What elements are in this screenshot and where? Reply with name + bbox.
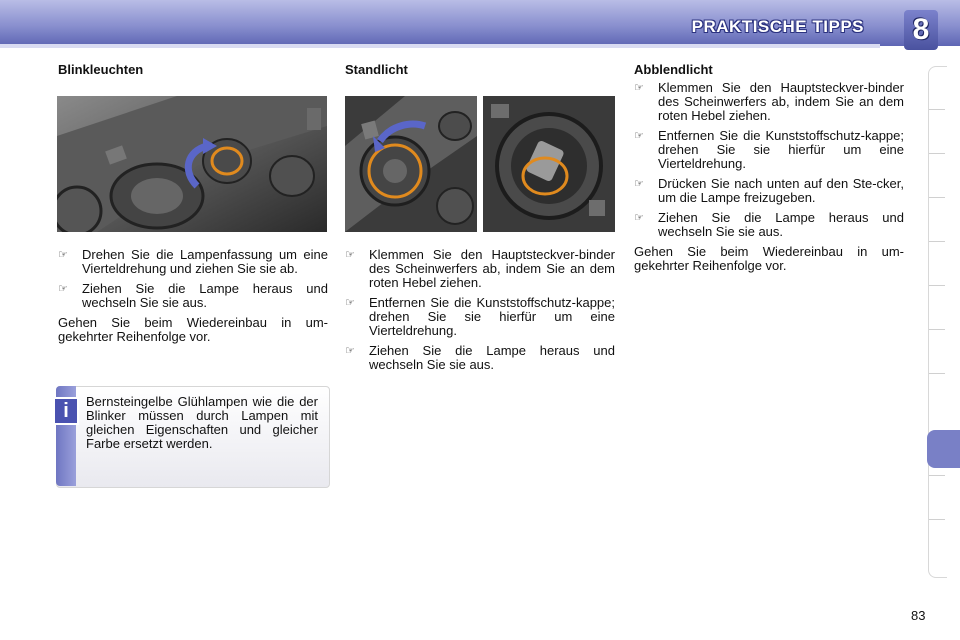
instruction-item [634,177,904,205]
column-abblendlicht [634,63,904,273]
chapter-tab-active [927,430,960,468]
instruction-text: Klemmen Sie den Hauptsteckver-binder des Scheinwerfers ab, indem Sie an dem roten Hebel ziehen. [658,80,904,123]
chapter-number-badge: 8 [904,10,938,50]
tab-divider [929,475,945,476]
page-header [0,0,960,52]
parking-light-photo-1 [345,96,477,232]
header-rule [0,44,880,48]
parking-light-photo-2 [483,96,615,232]
tab-divider [929,109,945,110]
tab-divider [929,285,945,286]
pointing-hand-icon: ☞ [58,248,68,261]
instruction-item [58,248,328,276]
chapter-tab-strip [928,66,947,578]
column-standlicht-text [345,248,615,378]
instruction-item [345,296,615,338]
tab-divider [929,329,945,330]
pointing-hand-icon: ☞ [58,282,68,295]
tab-divider [929,373,945,374]
instruction-item [634,81,904,123]
parking-light-illustration-2 [483,96,615,232]
instruction-text: Klemmen Sie den Hauptsteckver-binder des Scheinwerfers ab, indem Sie an dem roten Hebel ziehen. [369,247,615,290]
page-number: 83 [911,608,926,623]
chapter-title: PRAKTISCHE TIPPS [691,17,864,36]
column-blinkleuchten [58,63,328,87]
pointing-hand-icon: ☞ [345,344,355,357]
tab-divider [929,153,945,154]
pointing-hand-icon: ☞ [634,177,644,190]
info-icon: i [53,397,79,425]
instruction-text: Ziehen Sie die Lampe heraus und wechseln Sie sie aus. [658,210,904,239]
instruction-item [345,344,615,372]
tab-divider [929,197,945,198]
instruction-text: Entfernen Sie die Kunststoffschutz-kappe; drehen Sie sie hierfür um eine Vierteldrehung. [369,295,615,338]
instruction-item [58,282,328,310]
tab-divider [929,519,945,520]
pointing-hand-icon: ☞ [634,81,644,94]
section-heading: Abblendlicht [634,62,713,77]
instruction-text: Ziehen Sie die Lampe heraus und wechseln Sie sie aus. [82,281,328,310]
pointing-hand-icon: ☞ [345,296,355,309]
parking-light-illustration-1 [345,96,477,232]
instruction-item [634,129,904,171]
instruction-item [634,211,904,239]
column-standlicht [345,63,615,87]
instruction-text: Drücken Sie nach unten auf den Ste-cker, um die Lampe freizugeben. [658,176,904,205]
instruction-text: Entfernen Sie die Kunststoffschutz-kappe; drehen Sie sie hierfür um eine Vierteldrehung. [658,128,904,171]
column-blinkleuchten-text [58,248,328,344]
turn-signal-illustration [57,96,327,232]
instruction-text: Drehen Sie die Lampenfassung um eine Vierteldrehung und ziehen Sie sie ab. [82,247,328,276]
instruction-item [345,248,615,290]
reassembly-note: Gehen Sie beim Wiedereinbau in um-gekehrter Reihenfolge vor. [634,244,904,273]
tab-divider [929,241,945,242]
pointing-hand-icon: ☞ [634,129,644,142]
reassembly-note: Gehen Sie beim Wiedereinbau in um-gekehrter Reihenfolge vor. [58,315,328,344]
section-heading: Standlicht [345,62,408,77]
instruction-text: Ziehen Sie die Lampe heraus und wechseln Sie sie aus. [369,343,615,372]
section-heading: Blinkleuchten [58,62,144,77]
pointing-hand-icon: ☞ [345,248,355,261]
info-text: Bernsteingelbe Glühlampen wie die der Blinker müssen durch Lampen mit gleichen Eigenschaften und gleicher Farbe ersetzt werden. [86,394,318,451]
pointing-hand-icon: ☞ [634,211,644,224]
turn-signal-photo [57,96,327,232]
